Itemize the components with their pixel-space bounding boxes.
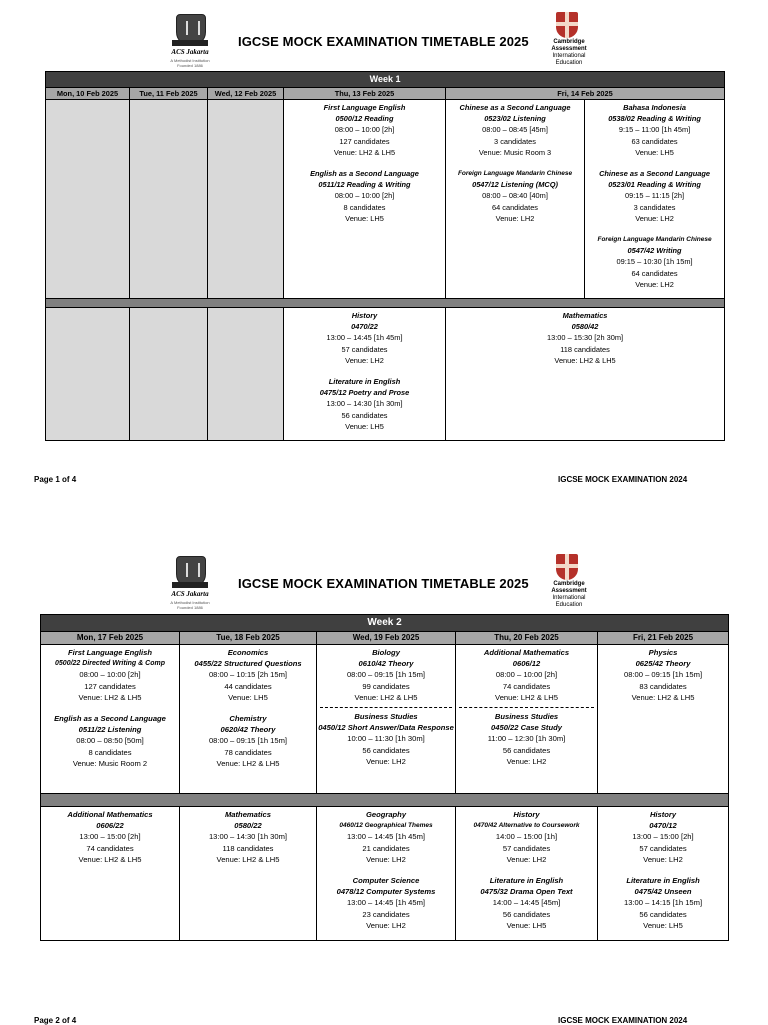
exam-entry [598, 809, 728, 865]
candidate-count: 57 candidates [502, 843, 551, 853]
venue: Venue: Music Room 3 [478, 147, 552, 157]
subject-name: Mathematics [562, 311, 608, 320]
exam-time: 08:00 – 08:45 [45m] [482, 125, 548, 135]
paper-code: 0620/42 Theory [220, 725, 276, 735]
subject-name: Computer Science [352, 876, 420, 886]
exam-entry [41, 647, 179, 703]
venue: Venue: LH2 & LH5 [495, 692, 558, 702]
candidate-count: 56 candidates [639, 909, 687, 919]
paper-code: 0460/12 Geographical Themes [339, 822, 433, 830]
exam-time: 09:15 – 11:15 [2h] [625, 191, 685, 201]
venue: Venue: LH2 [366, 756, 406, 766]
page-title: IGCSE MOCK EXAMINATION TIMETABLE 2025 [238, 576, 529, 591]
candidate-count: 56 candidates [502, 909, 551, 919]
candidate-count: 74 candidates [502, 681, 551, 691]
subject-name: Chinese as a Second Language [599, 169, 710, 179]
venue: Venue: LH2 [506, 854, 547, 864]
board-line: Cambridge [553, 39, 585, 45]
subject-name: Physics [648, 648, 678, 657]
exam-entry [598, 875, 728, 931]
paper-code: 0606/12 [512, 659, 541, 669]
candidate-count: 63 candidates [631, 136, 678, 146]
exam-cell [284, 308, 446, 441]
session-divider [41, 794, 729, 807]
board-line: Education [555, 602, 583, 608]
exam-entry [284, 376, 445, 432]
subject-name: Bahasa Indonesia [623, 103, 686, 112]
week2-timetable [40, 614, 729, 941]
day-header: Fri, 21 Feb 2025 [598, 632, 729, 645]
paper-code: 0475/42 Unseen [634, 887, 692, 897]
empty-slot [130, 100, 208, 299]
exam-time: 08:00 – 09:15 [1h 15m] [623, 670, 703, 680]
exam-time: 13:00 – 14:30 [1h 30m] [208, 832, 288, 842]
school-crest-logo [172, 12, 208, 72]
candidate-count: 8 candidates [343, 202, 386, 212]
exam-time: 08:00 – 08:40 [40m] [482, 191, 548, 201]
subject-name: Additional Mathematics [67, 810, 153, 819]
venue: Venue: LH2 & LH5 [216, 854, 280, 864]
cambridge-logo [548, 554, 590, 616]
exam-time: 13:00 – 15:00 [2h] [79, 832, 141, 842]
exam-entry [284, 310, 445, 366]
exam-cell [180, 645, 317, 794]
candidate-count: 64 candidates [631, 268, 678, 278]
venue: Venue: LH5 [506, 920, 547, 930]
venue: Venue: LH2 [495, 213, 535, 223]
venue: Venue: LH2 & LH5 [333, 147, 396, 157]
exam-cell [446, 100, 585, 299]
venue: Venue: LH2 & LH5 [631, 692, 695, 702]
empty-slot [208, 308, 284, 441]
candidate-count: 56 candidates [362, 745, 410, 755]
candidate-count: 74 candidates [86, 843, 134, 853]
cambridge-logo [548, 12, 590, 74]
candidate-count: 57 candidates [341, 344, 388, 354]
candidate-count: 127 candidates [84, 681, 136, 691]
exam-cell [317, 645, 456, 794]
candidate-count: 21 candidates [362, 843, 410, 853]
dashed-divider [320, 707, 452, 708]
page-number: Page 1 of 4 [34, 475, 77, 484]
exam-entry [598, 647, 728, 703]
subject-name: Additional Mathematics [483, 648, 570, 657]
subject-name: First Language English [68, 648, 152, 657]
exam-time: 11:00 – 12:30 [1h 30m] [487, 734, 566, 744]
school-motto: A Methodist Institution Founded 1886 [170, 58, 210, 68]
subject-name: Economics [227, 648, 269, 657]
exam-time: 10:00 – 11:30 [1h 30m] [347, 734, 425, 744]
board-line: International [552, 53, 586, 59]
venue: Venue: LH5 [635, 147, 674, 157]
day-header: Tue, 18 Feb 2025 [180, 632, 317, 645]
candidate-count: 3 candidates [494, 136, 536, 146]
exam-time: 08:00 – 09:15 [1h 15m] [346, 670, 426, 680]
empty-slot [208, 100, 284, 299]
candidate-count: 57 candidates [639, 843, 687, 853]
exam-cell [456, 645, 598, 794]
exam-entry [284, 168, 445, 224]
week-heading: Week 2 [41, 615, 729, 632]
exam-time: 08:00 – 08:50 [50m] [76, 736, 144, 746]
candidate-count: 64 candidates [491, 202, 539, 212]
venue: Venue: LH2 [506, 756, 547, 766]
venue: Venue: LH2 [635, 279, 674, 289]
exam-entry [456, 711, 597, 767]
subject-name: Mathematics [224, 810, 271, 819]
exam-cell [41, 807, 180, 941]
subject-name: Literature in English [626, 876, 700, 886]
venue: Venue: LH2 [635, 213, 674, 223]
candidate-count: 99 candidates [362, 681, 410, 691]
subject-name: Foreign Language Mandarin Chinese [457, 170, 573, 178]
exam-time: 13:00 – 14:30 [1h 30m] [326, 399, 403, 409]
subject-name: English as a Second Language [310, 169, 419, 179]
exam-entry [585, 102, 724, 158]
page1-header [0, 12, 768, 72]
venue: Venue: LH2 & LH5 [216, 758, 280, 768]
venue: Venue: LH2 & LH5 [78, 692, 142, 702]
exam-entry [284, 102, 445, 158]
paper-code: 0625/42 Theory [635, 659, 691, 669]
school-motto: A Methodist Institution Founded 1886 [170, 600, 210, 610]
day-header: Wed, 19 Feb 2025 [317, 632, 456, 645]
paper-code: 0538/02 Reading & Writing [608, 114, 701, 124]
exam-cell [41, 645, 180, 794]
empty-slot [46, 100, 130, 299]
day-header: Thu, 20 Feb 2025 [456, 632, 598, 645]
candidate-count: 83 candidates [639, 681, 687, 691]
venue: Venue: LH2 & LH5 [78, 854, 142, 864]
page2-header [0, 554, 768, 614]
exam-entry [180, 809, 316, 865]
candidate-count: 127 candidates [339, 136, 390, 146]
subject-name: Foreign Language Mandarin Chinese [597, 236, 712, 244]
venue: Venue: LH2 [366, 854, 406, 864]
subject-name: Biology [372, 648, 400, 657]
paper-code: 0475/12 Poetry and Prose [319, 388, 410, 398]
venue: Venue: LH2 & LH5 [554, 355, 616, 365]
exam-entry [456, 647, 597, 703]
page-title: IGCSE MOCK EXAMINATION TIMETABLE 2025 [238, 34, 529, 49]
day-header: Mon, 10 Feb 2025 [46, 88, 130, 100]
exam-cell [317, 807, 456, 941]
paper-code: 0606/22 [96, 821, 124, 831]
day-header: Fri, 14 Feb 2025 [446, 88, 725, 100]
school-name: ACS Jakarta [171, 48, 209, 56]
subject-name: English as a Second Language [54, 714, 166, 724]
exam-entry [585, 168, 724, 224]
exam-cell [598, 807, 729, 941]
candidate-count: 3 candidates [633, 202, 676, 212]
exam-time: 13:00 – 15:00 [2h] [632, 832, 694, 842]
candidate-count: 56 candidates [341, 410, 388, 420]
exam-time: 14:00 – 15:00 [1h] [495, 832, 558, 842]
candidate-count: 56 candidates [502, 745, 551, 755]
venue: Venue: LH5 [228, 692, 268, 702]
venue: Venue: LH2 & LH5 [354, 692, 418, 702]
paper-code: 0547/12 Listening (MCQ) [472, 180, 558, 190]
paper-code: 0580/42 [571, 322, 599, 332]
paper-code: 0511/22 Listening [78, 725, 142, 735]
paper-code: 0547/42 Writing [627, 246, 682, 256]
empty-slot [46, 308, 130, 441]
paper-code: 0455/22 Structured Questions [194, 659, 302, 669]
empty-slot [130, 308, 208, 441]
exam-cell [456, 807, 598, 941]
venue: Venue: LH2 [345, 355, 384, 365]
paper-code: 0523/02 Listening [484, 114, 546, 124]
exam-time: 08:00 – 10:00 [2h] [495, 670, 558, 680]
exam-cell [180, 807, 317, 941]
exam-time: 08:00 – 10:00 [2h] [334, 191, 395, 201]
paper-code: 0500/22 Directed Writing & Comp [55, 660, 165, 668]
exam-entry [41, 713, 179, 769]
paper-code: 0478/12 Computer Systems [336, 887, 436, 897]
paper-code: 0450/12 Short Answer/Data Response [318, 723, 454, 733]
subject-name: Geography [365, 810, 407, 819]
subject-name: Literature in English [328, 377, 401, 387]
exam-time: 13:00 – 14:45 [1h 45m] [346, 898, 426, 908]
exam-entry [317, 875, 455, 931]
subject-name: Chinese as a Second Language [459, 103, 571, 112]
candidate-count: 8 candidates [88, 747, 132, 757]
venue: Venue: LH5 [345, 421, 384, 431]
school-crest-logo [172, 554, 208, 614]
subject-name: Literature in English [489, 876, 564, 886]
exam-time: 09:15 – 10:30 [1h 15m] [616, 257, 693, 267]
candidate-count: 44 candidates [224, 681, 272, 691]
exam-entry [456, 875, 597, 931]
exam-entry [180, 713, 316, 769]
paper-code: 0475/32 Drama Open Text [480, 887, 573, 897]
exam-entry [446, 102, 584, 158]
subject-name: History [513, 810, 540, 819]
board-line: International [552, 595, 586, 601]
paper-code: 0511/12 Reading & Writing [318, 180, 411, 190]
subject-name: History [351, 311, 378, 320]
subject-name: Business Studies [354, 712, 418, 722]
exam-time: 9:15 – 11:00 [1h 45m] [618, 125, 691, 135]
venue: Venue: LH5 [643, 920, 683, 930]
subject-name: History [649, 810, 677, 819]
venue: Venue: LH2 [643, 854, 683, 864]
subject-name: First Language English [323, 103, 406, 112]
exam-entry [446, 310, 724, 366]
exam-time: 13:00 – 14:45 [1h 45m] [326, 333, 403, 343]
exam-entry [317, 647, 455, 703]
exam-time: 08:00 – 10:15 [2h 15m] [208, 670, 288, 680]
venue: Venue: LH5 [345, 213, 384, 223]
paper-code: 0580/22 [234, 821, 262, 831]
candidate-count: 118 candidates [222, 843, 274, 853]
exam-time: 08:00 – 10:00 [2h] [79, 670, 141, 680]
cambridge-shield-icon [556, 12, 578, 38]
board-line: Assessment [551, 588, 587, 594]
board-line: Cambridge [553, 581, 585, 587]
exam-cell [598, 645, 729, 794]
exam-entry [317, 711, 455, 767]
exam-cell [284, 100, 446, 299]
venue: Venue: LH2 [366, 920, 406, 930]
day-header: Wed, 12 Feb 2025 [208, 88, 284, 100]
exam-time: 13:00 – 14:15 [1h 15m] [623, 898, 703, 908]
candidate-count: 118 candidates [560, 344, 610, 354]
paper-code: 0470/42 Alternative to Coursework [473, 822, 580, 830]
paper-code: 0500/12 Reading [335, 114, 394, 124]
school-name: ACS Jakarta [171, 590, 209, 598]
exam-entry [446, 168, 584, 224]
paper-code: 0470/12 [649, 821, 677, 831]
paper-code: 0470/22 [351, 322, 378, 332]
exam-entry [585, 234, 724, 290]
cambridge-shield-icon [556, 554, 578, 580]
candidate-count: 78 candidates [224, 747, 272, 757]
subject-name: Chemistry [229, 714, 267, 724]
paper-code: 0450/22 Case Study [491, 723, 562, 733]
exam-time: 13:00 – 15:30 [2h 30m] [547, 333, 624, 343]
dashed-divider [459, 707, 594, 708]
exam-entry [456, 809, 597, 865]
paper-code: 0610/42 Theory [358, 659, 414, 669]
candidate-count: 23 candidates [362, 909, 410, 919]
exam-entry [41, 809, 179, 865]
exam-cell [446, 308, 725, 441]
day-header: Mon, 17 Feb 2025 [41, 632, 180, 645]
exam-time: 08:00 – 09:15 [1h 15m] [208, 736, 288, 746]
venue: Venue: Music Room 2 [72, 758, 148, 768]
exam-entry [317, 809, 455, 865]
week-heading: Week 1 [46, 72, 725, 88]
day-header: Thu, 13 Feb 2025 [284, 88, 446, 100]
exam-time: 14:00 – 14:45 [45m] [492, 898, 561, 908]
footer-title: IGCSE MOCK EXAMINATION 2024 [558, 475, 688, 484]
exam-entry [180, 647, 316, 703]
subject-name: Business Studies [494, 712, 559, 722]
paper-code: 0523/01 Reading & Writing [608, 180, 701, 190]
page-number: Page 2 of 4 [34, 1016, 77, 1025]
exam-time: 08:00 – 10:00 [2h] [334, 125, 395, 135]
board-line: Assessment [551, 46, 587, 52]
week1-timetable [45, 71, 725, 441]
exam-time: 13:00 – 14:45 [1h 45m] [346, 832, 426, 842]
footer-title: IGCSE MOCK EXAMINATION 2024 [558, 1016, 688, 1025]
day-header: Tue, 11 Feb 2025 [130, 88, 208, 100]
board-line: Education [555, 60, 583, 66]
session-divider [46, 299, 725, 308]
exam-cell [585, 100, 725, 299]
